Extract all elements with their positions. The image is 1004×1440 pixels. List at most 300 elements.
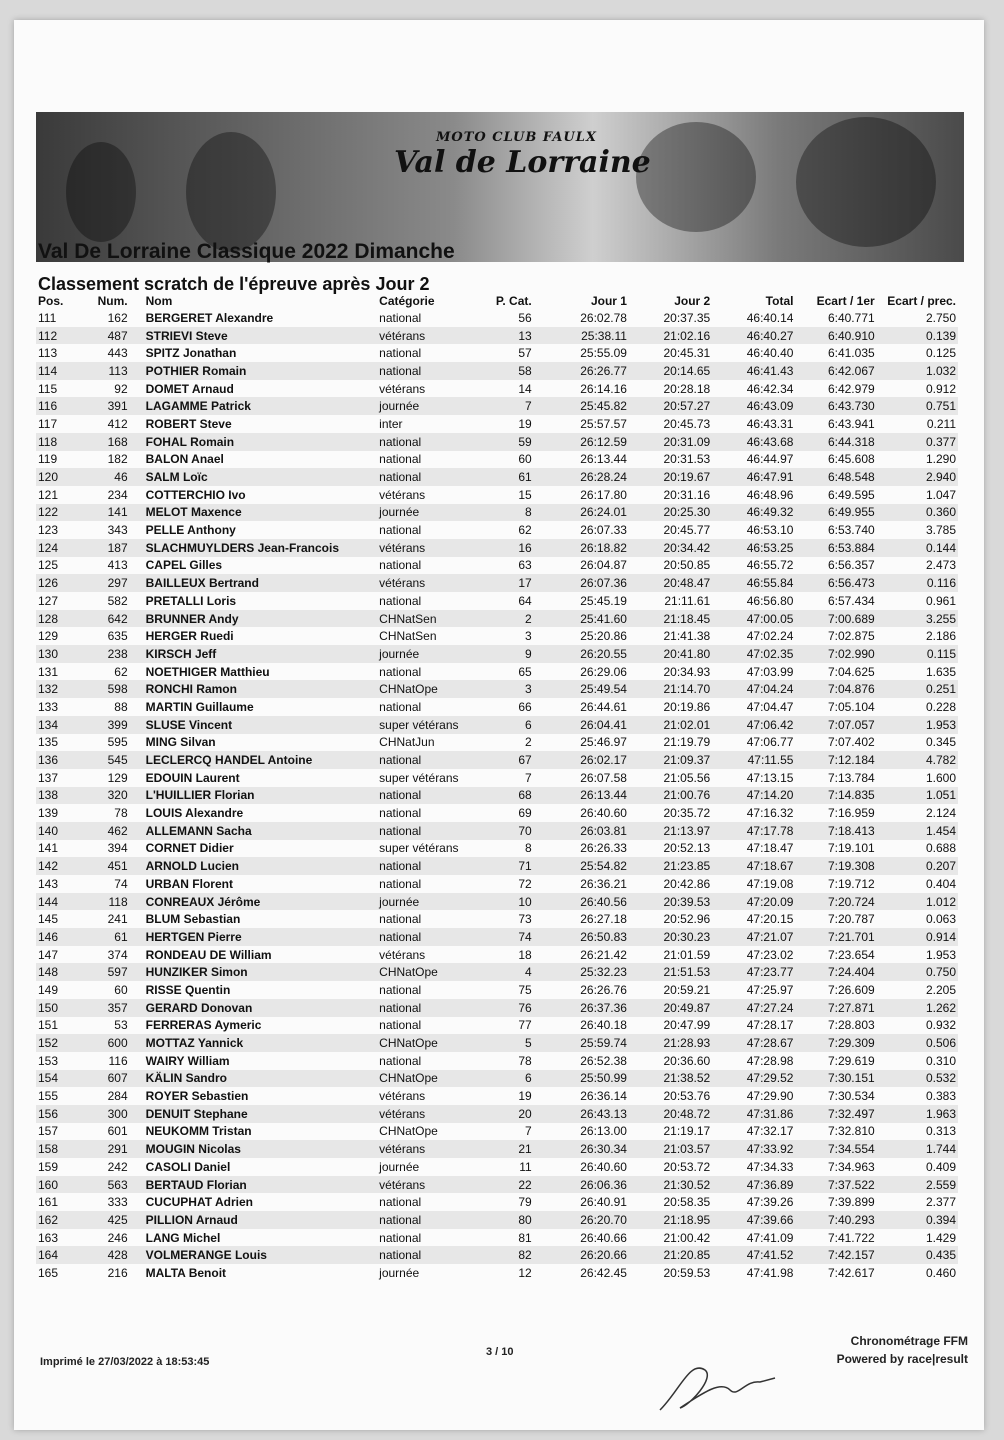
cell-j1: 25:59.74: [546, 1034, 629, 1052]
cell-cat: journée: [377, 397, 483, 415]
cell-pos: 161: [38, 1195, 59, 1210]
cell-nom: CORNET Didier: [145, 841, 234, 856]
cell-e1: 7:19.308: [795, 857, 876, 875]
cell-j1: 26:21.42: [580, 947, 627, 962]
cell-pcat: 8: [525, 841, 532, 856]
cell-num: 582: [107, 593, 128, 608]
cell-pos: 113: [38, 346, 58, 361]
cell-ep: 0.207: [877, 857, 958, 875]
cell-total: 47:28.67: [712, 1034, 795, 1052]
cell-j2: 21:01.59: [663, 947, 711, 962]
cell-total: 46:43.09: [712, 397, 795, 415]
cell-nom: LAGAMME Patrick: [144, 397, 378, 415]
cell-num: 60: [114, 982, 128, 997]
cell-j1: 26:37.36: [546, 999, 629, 1017]
cell-cat: super vétérans: [377, 716, 483, 734]
cell-pos: 156: [36, 1105, 81, 1123]
cell-cat: super vétérans: [379, 770, 459, 785]
cell-j2: 20:35.72: [663, 806, 711, 821]
cell-cat: national: [379, 523, 422, 538]
cell-cat: national: [379, 699, 422, 714]
cell-total: 47:18.47: [746, 841, 794, 856]
cell-j2: 20:19.67: [629, 468, 712, 486]
cell-j1: 25:32.23: [546, 963, 629, 981]
cell-pcat: 7: [525, 1124, 532, 1139]
cell-e1: 6:53.884: [795, 539, 876, 557]
cell-j1: 26:03.81: [546, 822, 629, 840]
cell-pos: 112: [36, 327, 81, 345]
table-row: [36, 362, 958, 380]
cell-j1: 25:55.09: [580, 346, 627, 361]
cell-total: 47:23.77: [712, 963, 795, 981]
cell-pcat: 14: [518, 381, 532, 396]
cell-cat: national: [379, 876, 422, 891]
cell-ep: 0.228: [925, 699, 956, 714]
cell-ep: 1.032: [877, 362, 958, 380]
chrono-label: Chronométrage FFM: [850, 1334, 968, 1348]
cell-j2: 20:59.53: [663, 1265, 711, 1280]
table-row: [36, 769, 958, 787]
cell-j1: 25:50.99: [546, 1070, 629, 1088]
cell-nom: BERTAUD Florian: [144, 1176, 378, 1194]
cell-nom: MARTIN Guillaume: [145, 699, 254, 714]
cell-e1: 6:49.955: [795, 504, 876, 522]
cell-total: 46:48.96: [746, 487, 794, 502]
table-row: [36, 1176, 958, 1194]
cell-cat: national: [379, 558, 422, 573]
cell-j1: 26:04.41: [546, 716, 629, 734]
powered-by-label: Powered by race|result: [836, 1352, 968, 1366]
cell-j1: 26:26.77: [546, 362, 629, 380]
cell-j2: 20:45.31: [663, 346, 711, 361]
cell-pcat: 7: [525, 770, 532, 785]
cell-num: 545: [81, 751, 144, 769]
cell-num: 443: [107, 346, 128, 361]
cell-pos: 129: [38, 629, 59, 644]
cell-total: 47:13.15: [746, 770, 794, 785]
cell-num: 168: [81, 433, 144, 451]
cell-pcat: 76: [483, 999, 546, 1017]
col-total: Total: [765, 293, 794, 308]
cell-cat: vétérans: [379, 381, 426, 396]
cell-pos: 127: [38, 593, 59, 608]
table-row: [36, 627, 958, 645]
cell-j2: 20:37.35: [663, 310, 711, 325]
cell-pos: 122: [36, 504, 81, 522]
cell-ep: 0.914: [877, 928, 958, 946]
cell-ep: 0.912: [925, 381, 956, 396]
table-row: [36, 521, 958, 539]
cell-j2: 20:34.42: [629, 539, 712, 557]
table-row: [36, 1211, 958, 1229]
cell-pos: 128: [36, 610, 81, 628]
cell-pcat: 12: [518, 1265, 532, 1280]
cell-ep: 0.139: [877, 327, 958, 345]
table-row: [36, 468, 958, 486]
col-nom: Nom: [145, 293, 173, 308]
cell-j1: 25:45.19: [580, 593, 627, 608]
cell-e1: 7:29.309: [795, 1034, 876, 1052]
cell-ep: 0.751: [877, 397, 958, 415]
cell-pos: 135: [38, 735, 59, 750]
cell-pcat: 63: [518, 558, 532, 573]
cell-pos: 124: [36, 539, 81, 557]
cell-j1: 26:07.33: [580, 523, 627, 538]
cell-ep: 0.506: [877, 1034, 958, 1052]
cell-j2: 21:18.95: [629, 1211, 712, 1229]
col-pos: Pos.: [38, 293, 64, 308]
table-row: [36, 1052, 958, 1070]
cell-num: 182: [107, 452, 128, 467]
cell-j1: 26:52.38: [580, 1053, 627, 1068]
cell-num: 116: [108, 1053, 128, 1068]
cell-pcat: 67: [483, 751, 546, 769]
cell-ep: 2.186: [925, 629, 956, 644]
cell-j1: 26:40.91: [580, 1195, 627, 1210]
cell-pcat: 57: [518, 346, 532, 361]
cell-e1: 7:04.876: [795, 680, 876, 698]
cell-pcat: 18: [518, 947, 532, 962]
cell-e1: 7:34.554: [795, 1140, 876, 1158]
cell-e1: 6:56.357: [827, 558, 875, 573]
cell-cat: vétérans: [377, 539, 483, 557]
cell-pcat: 20: [483, 1105, 546, 1123]
cell-cat: CHNatJun: [379, 735, 435, 750]
cell-j2: 20:34.93: [663, 664, 711, 679]
table-row: [36, 840, 958, 858]
cell-ep: 1.051: [877, 787, 958, 805]
cell-nom: CUCUPHAT Adrien: [145, 1195, 253, 1210]
cell-ep: 0.961: [925, 593, 956, 608]
cell-total: 46:41.43: [712, 362, 795, 380]
cell-e1: 6:41.035: [827, 346, 875, 361]
cell-total: 47:20.15: [746, 912, 794, 927]
cell-j2: 21:20.85: [629, 1246, 712, 1264]
cell-j1: 26:40.60: [580, 1159, 627, 1174]
cell-num: 246: [107, 1230, 128, 1245]
cell-ep: 0.116: [877, 574, 958, 592]
table-row: [36, 592, 958, 610]
cell-j1: 26:24.01: [546, 504, 629, 522]
cell-num: 46: [81, 468, 144, 486]
cell-total: 47:04.47: [746, 699, 794, 714]
cell-pcat: 10: [483, 893, 546, 911]
cell-pos: 145: [38, 912, 59, 927]
cell-pos: 157: [38, 1124, 59, 1139]
cell-total: 46:55.84: [712, 574, 795, 592]
cell-ep: 1.953: [925, 947, 956, 962]
cell-pcat: 62: [518, 523, 532, 538]
cell-num: 487: [81, 327, 144, 345]
cell-e1: 6:48.548: [795, 468, 876, 486]
cell-nom: CASOLI Daniel: [145, 1159, 231, 1174]
cell-num: 635: [107, 629, 128, 644]
cell-e1: 7:30.151: [795, 1070, 876, 1088]
cell-pos: 158: [36, 1140, 81, 1158]
cell-j2: 20:53.72: [663, 1159, 711, 1174]
cell-num: 413: [107, 558, 128, 573]
table-row: [36, 698, 958, 716]
cell-pos: 154: [36, 1070, 81, 1088]
cell-nom: BERGERET Alexandre: [145, 310, 274, 325]
cell-e1: 7:07.057: [795, 716, 876, 734]
cell-ep: 3.255: [877, 610, 958, 628]
cell-ep: 1.953: [877, 716, 958, 734]
cell-total: 47:32.17: [746, 1124, 794, 1139]
cell-ep: 1.635: [925, 664, 956, 679]
cell-cat: CHNatSen: [379, 629, 437, 644]
cell-pos: 160: [36, 1176, 81, 1194]
cell-ep: 2.124: [925, 806, 956, 821]
cell-j2: 21:00.76: [629, 787, 712, 805]
cell-pcat: 6: [483, 716, 546, 734]
cell-cat: journée: [379, 1159, 420, 1174]
cell-pcat: 71: [483, 857, 546, 875]
cell-pcat: 74: [483, 928, 546, 946]
cell-cat: vétérans: [379, 487, 426, 502]
table-row: [36, 1105, 958, 1123]
rider-silhouette: [186, 132, 276, 252]
cell-j2: 21:00.42: [663, 1230, 711, 1245]
table-row: [36, 1070, 958, 1088]
cell-cat: national: [377, 1211, 483, 1229]
cell-nom: HERTGEN Pierre: [144, 928, 378, 946]
cell-pcat: 78: [518, 1053, 532, 1068]
cell-e1: 7:02.990: [795, 645, 876, 663]
cell-total: 47:28.98: [746, 1053, 794, 1068]
cell-cat: vétérans: [377, 1176, 483, 1194]
cell-total: 47:19.08: [746, 876, 794, 891]
cell-j2: 20:50.85: [663, 558, 711, 573]
cell-e1: 7:16.959: [827, 806, 875, 821]
cell-total: 47:36.89: [712, 1176, 795, 1194]
cell-nom: MOUGIN Nicolas: [144, 1140, 378, 1158]
cell-ep: 0.383: [925, 1089, 956, 1104]
table-row: [36, 663, 958, 681]
cell-j2: 20:28.18: [663, 381, 711, 396]
cell-pos: 155: [38, 1089, 59, 1104]
cell-ep: 0.211: [926, 416, 956, 431]
table-row: [36, 804, 958, 822]
cell-j1: 26:40.66: [580, 1230, 627, 1245]
cell-pcat: 19: [518, 1089, 532, 1104]
cell-total: 47:29.90: [746, 1089, 794, 1104]
cell-pos: 119: [38, 452, 58, 467]
cell-ep: 0.932: [925, 1018, 956, 1033]
cell-total: 46:44.97: [746, 452, 794, 467]
cell-pcat: 6: [483, 1070, 546, 1088]
cell-nom: PILLION Arnaud: [144, 1211, 378, 1229]
cell-total: 47:23.02: [746, 947, 794, 962]
cell-num: 600: [81, 1034, 144, 1052]
cell-cat: national: [379, 1018, 422, 1033]
table-row: [36, 433, 958, 451]
cell-cat: inter: [379, 416, 403, 431]
cell-pcat: 5: [483, 1034, 546, 1052]
cell-total: 46:53.25: [712, 539, 795, 557]
cell-num: 391: [81, 397, 144, 415]
cell-e1: 6:43.941: [827, 416, 875, 431]
cell-pos: 165: [38, 1265, 59, 1280]
cell-pcat: 73: [518, 912, 532, 927]
cell-e1: 7:19.101: [827, 841, 875, 856]
cell-total: 47:06.42: [712, 716, 795, 734]
cell-nom: BALON Anael: [145, 452, 224, 467]
cell-j2: 21:28.93: [629, 1034, 712, 1052]
cell-cat: national: [379, 806, 422, 821]
cell-nom: NEUKOMM Tristan: [145, 1124, 252, 1139]
cell-total: 46:49.32: [712, 504, 795, 522]
cell-e1: 7:05.104: [827, 699, 875, 714]
cell-total: 47:29.52: [712, 1070, 795, 1088]
cell-ep: 2.940: [877, 468, 958, 486]
cell-cat: super vétérans: [379, 841, 459, 856]
table-header-row: [36, 292, 958, 309]
cell-pos: 140: [36, 822, 81, 840]
cell-ep: 2.205: [925, 982, 956, 997]
table-row: [36, 981, 958, 999]
cell-j1: 26:40.56: [546, 893, 629, 911]
cell-cat: journée: [379, 1265, 420, 1280]
printed-date: Imprimé le 27/03/2022 à 18:53:45: [40, 1356, 210, 1368]
cell-j2: 20:31.53: [663, 452, 711, 467]
table-row: [36, 787, 958, 805]
cell-j2: 21:38.52: [629, 1070, 712, 1088]
cell-total: 47:31.86: [712, 1105, 795, 1123]
cell-j1: 26:50.83: [546, 928, 629, 946]
cell-ep: 0.063: [925, 912, 956, 927]
cell-j1: 26:27.18: [580, 912, 627, 927]
cell-ep: 0.404: [925, 876, 956, 891]
cell-pcat: 65: [518, 664, 532, 679]
cell-cat: journée: [377, 893, 483, 911]
cell-j2: 20:25.30: [629, 504, 712, 522]
cell-num: 61: [81, 928, 144, 946]
cell-ep: 1.429: [925, 1230, 956, 1245]
cell-j1: 26:29.06: [580, 664, 627, 679]
cell-j2: 21:02.01: [629, 716, 712, 734]
cell-cat: national: [379, 346, 422, 361]
table-row: [36, 557, 958, 575]
cell-num: 53: [114, 1018, 128, 1033]
cell-pcat: 11: [519, 1159, 532, 1174]
cell-pos: 141: [38, 841, 59, 856]
cell-nom: DOMET Arnaud: [145, 381, 234, 396]
cell-nom: EDOUIN Laurent: [145, 770, 240, 785]
cell-nom: LANG Michel: [145, 1230, 221, 1245]
cell-ep: 0.377: [877, 433, 958, 451]
cell-ep: 0.313: [925, 1124, 956, 1139]
cell-pos: 134: [36, 716, 81, 734]
cell-nom: KIRSCH Jeff: [144, 645, 378, 663]
table-row: [36, 415, 958, 433]
cell-num: 343: [107, 523, 128, 538]
cell-e1: 7:39.899: [827, 1195, 875, 1210]
cell-pos: 123: [38, 523, 59, 538]
cell-ep: 0.115: [877, 645, 958, 663]
footer-credits: [837, 1332, 968, 1368]
table-row: [36, 822, 958, 840]
cell-cat: vétérans: [379, 947, 426, 962]
table-row: [36, 327, 958, 345]
col-jour2: Jour 2: [674, 293, 711, 308]
cell-e1: 6:42.067: [795, 362, 876, 380]
cell-total: 47:06.77: [746, 735, 794, 750]
cell-pos: 117: [38, 416, 58, 431]
cell-ep: 1.012: [877, 893, 958, 911]
table-row: [36, 716, 958, 734]
cell-nom: STRIEVI Steve: [144, 327, 378, 345]
cell-j1: 25:54.82: [546, 857, 629, 875]
cell-num: 374: [107, 947, 128, 962]
cell-total: 47:18.67: [712, 857, 795, 875]
cell-j2: 20:48.47: [629, 574, 712, 592]
cell-cat: journée: [377, 504, 483, 522]
table-row: [36, 539, 958, 557]
cell-nom: LECLERCQ HANDEL Antoine: [144, 751, 378, 769]
cell-j2: 20:30.23: [629, 928, 712, 946]
cell-j2: 21:14.70: [629, 680, 712, 698]
cell-j2: 20:36.60: [663, 1053, 711, 1068]
cell-num: 62: [114, 664, 128, 679]
cell-num: 642: [81, 610, 144, 628]
cell-ep: 0.360: [877, 504, 958, 522]
cell-j1: 26:04.87: [580, 558, 627, 573]
cell-e1: 7:19.712: [827, 876, 875, 891]
cell-j1: 26:20.66: [546, 1246, 629, 1264]
cell-j1: 25:20.86: [580, 629, 627, 644]
table-row: [36, 380, 958, 398]
cell-e1: 7:21.701: [795, 928, 876, 946]
cell-j1: 26:13.44: [580, 452, 627, 467]
cell-cat: national: [377, 433, 483, 451]
cell-num: 242: [107, 1159, 128, 1174]
cell-pcat: 7: [483, 397, 546, 415]
cell-total: 47:39.66: [712, 1211, 795, 1229]
cell-j2: 20:41.80: [629, 645, 712, 663]
cell-pos: 116: [36, 397, 81, 415]
cell-j1: 26:02.17: [546, 751, 629, 769]
table-row: [36, 610, 958, 628]
cell-cat: national: [379, 1195, 422, 1210]
table-row: [36, 1017, 958, 1035]
cell-num: 113: [81, 362, 144, 380]
cell-pcat: 16: [483, 539, 546, 557]
cell-j2: 21:11.61: [664, 593, 711, 608]
table-row: [36, 1158, 958, 1176]
cell-nom: WAIRY William: [145, 1053, 230, 1068]
cell-pos: 150: [36, 999, 81, 1017]
cell-j2: 21:51.53: [629, 963, 712, 981]
cell-cat: CHNatOpe: [377, 963, 483, 981]
cell-pcat: 56: [518, 310, 532, 325]
cell-j1: 26:26.76: [580, 982, 627, 997]
cell-j1: 26:40.60: [580, 806, 627, 821]
table-row: [36, 910, 958, 928]
cell-pos: 159: [38, 1159, 59, 1174]
cell-j2: 21:02.16: [629, 327, 712, 345]
cell-ep: 1.454: [877, 822, 958, 840]
cell-cat: national: [379, 452, 422, 467]
cell-e1: 6:53.740: [827, 523, 875, 538]
cell-nom: PELLE Anthony: [145, 523, 236, 538]
cell-j1: 25:57.57: [580, 416, 627, 431]
cell-j2: 20:58.35: [663, 1195, 711, 1210]
cell-pos: 137: [38, 770, 59, 785]
cell-cat: CHNatSen: [377, 610, 483, 628]
cell-e1: 7:20.787: [827, 912, 875, 927]
cell-e1: 7:26.609: [827, 982, 875, 997]
